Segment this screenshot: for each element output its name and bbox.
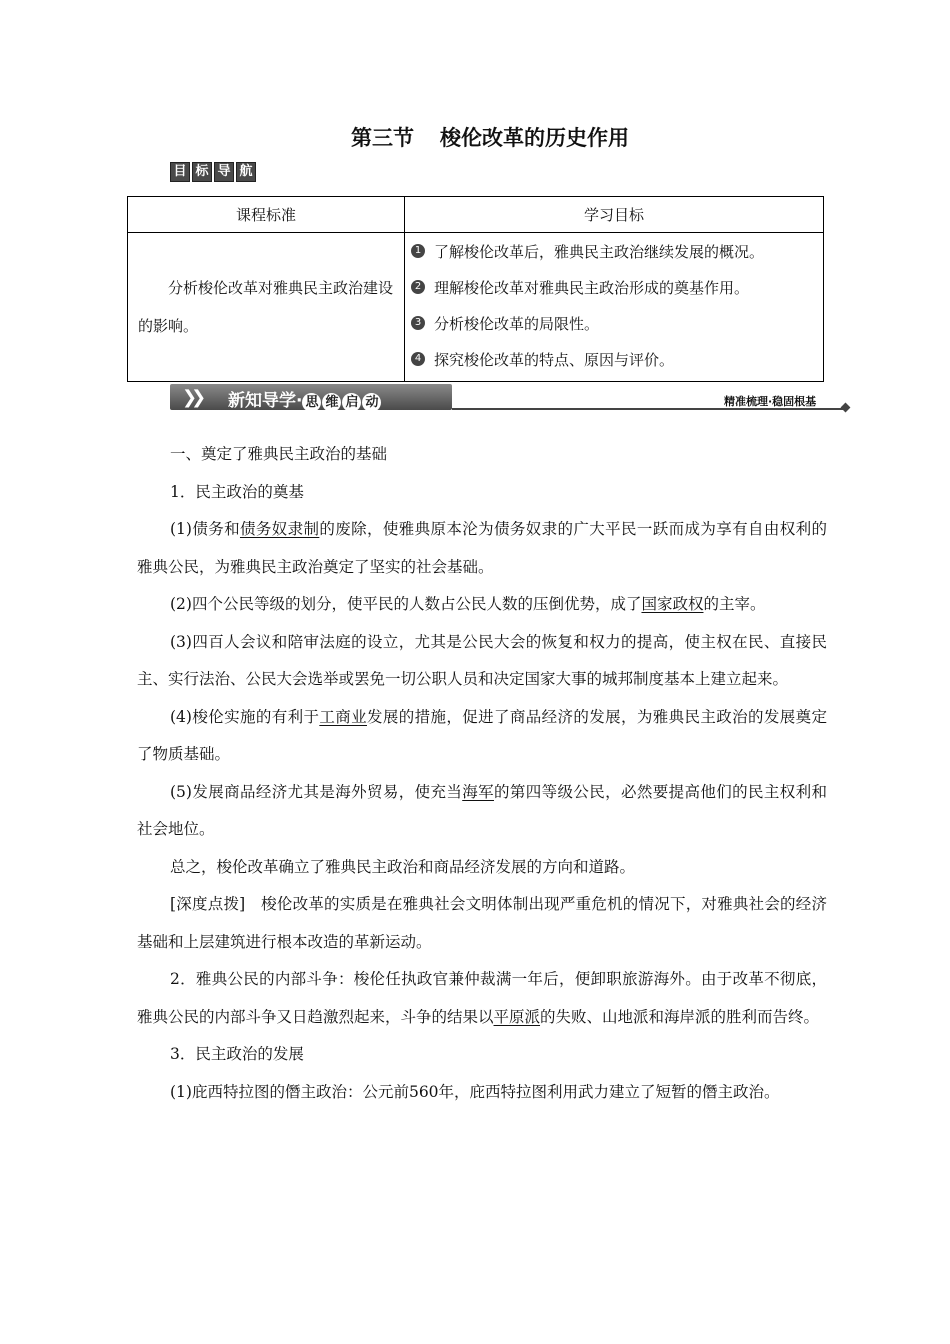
banner-circle-char: 启 <box>342 393 361 412</box>
badge-char: 导 <box>214 162 234 182</box>
objective-item <box>411 233 817 269</box>
badge-char: 标 <box>192 162 212 182</box>
paragraph: (1)债务和债务奴隶制的废除，使雅典原本沦为债务奴隶的广大平民一跃而成为享有自由权利的雅典公民，为雅典民主政治奠定了坚实的社会基础。 <box>137 520 827 576</box>
paragraph: (1)庇西特拉图的僭主政治：公元前560年，庇西特拉图利用武力建立了短暂的僭主政治。 <box>170 1082 780 1101</box>
objective-text: 了解梭伦改革后，雅典民主政治继续发展的概况。 <box>434 242 765 261</box>
paragraph: (5)发展商品经济尤其是海外贸易，使充当海军的第四等级公民，必然要提高他们的民主权利和社会地位。 <box>137 782 827 838</box>
underlined-term: 债务奴隶制 <box>239 520 320 538</box>
section-banner <box>170 384 850 414</box>
header-objectives: 学习目标 <box>405 197 824 233</box>
double-chevron-icon: ❯❯ <box>182 387 201 408</box>
banner-circle-char: 动 <box>362 393 381 412</box>
objective-item <box>411 269 817 305</box>
goals-table <box>127 196 824 382</box>
goal-nav-badge <box>170 162 256 182</box>
course-standard: 分析梭伦改革对雅典民主政治建设的影响。 <box>128 233 405 382</box>
heading-1-1: 1．民主政治的奠基 <box>170 482 304 501</box>
diamond-icon <box>841 403 851 413</box>
badge-char: 航 <box>236 162 256 182</box>
underlined-term: 海军 <box>462 782 494 801</box>
underlined-term: 国家政权 <box>641 595 704 613</box>
banner-title-a: 新知导学 <box>228 391 296 411</box>
objective-text: 理解梭伦改革对雅典民主政治形成的奠基作用。 <box>434 278 750 297</box>
paragraph: 总之，梭伦改革确立了雅典民主政治和商品经济发展的方向和道路。 <box>170 857 636 876</box>
paragraph: (2)四个公民等级的划分，使平民的人数占公民人数的压倒优势，成了国家政权的主宰。 <box>170 595 766 613</box>
page-title <box>0 122 950 152</box>
objective-text: 探究梭伦改革的特点、原因与评价。 <box>434 350 675 369</box>
paragraph: 2．雅典公民的内部斗争：梭伦任执政官兼仲裁满一年后，便卸职旅游海外。由于改革不彻底，雅典公民的内部斗争又日趋激烈起来，斗争的结果以平原派的失败、山地派和海岸派的胜利而告终。 <box>137 970 827 1026</box>
underlined-term: 工商业 <box>319 707 367 726</box>
heading-3: 3．民主政治的发展 <box>170 1045 304 1063</box>
objective-item <box>411 341 817 377</box>
badge-char: 目 <box>170 162 190 182</box>
section-name: 梭伦改革的历史作用 <box>440 126 629 150</box>
number-icon: 1 <box>411 244 425 258</box>
body-text <box>137 436 827 1111</box>
banner-circle-char: 维 <box>322 393 341 412</box>
header-standard: 课程标准 <box>128 197 405 233</box>
paragraph: (4)梭伦实施的有利于工商业发展的措施，促进了商品经济的发展，为雅典民主政治的发展奠定了物质基础。 <box>137 707 827 763</box>
heading-1: 一、奠定了雅典民主政治的基础 <box>170 445 388 463</box>
banner-dot: · <box>296 391 303 411</box>
number-icon: 2 <box>411 280 425 294</box>
banner-subtitle: 精准梳理·稳固根基 <box>724 395 817 408</box>
paragraph: [深度点拨] 梭伦改革的实质是在雅典社会文明体制出现严重危机的情况下，对雅典社会的经济基础和上层建筑进行根本改造的革新运动。 <box>137 895 827 951</box>
underlined-term: 平原派 <box>493 1007 541 1026</box>
objective-text: 分析梭伦改革的局限性。 <box>434 314 600 333</box>
banner-title <box>228 386 382 412</box>
number-icon: 4 <box>411 352 425 366</box>
number-icon: 3 <box>411 316 425 330</box>
section-number: 第三节 <box>351 126 414 150</box>
banner-circle-char: 思 <box>302 393 321 412</box>
objective-item <box>411 305 817 341</box>
objectives-cell <box>405 233 824 382</box>
paragraph: (3)四百人会议和陪审法庭的设立，尤其是公民大会的恢复和权力的提高，使主权在民、直接民主、实行法治、公民大会选举或罢免一切公职人员和决定国家大事的城邦制度基本上建立起来。 <box>137 632 827 688</box>
